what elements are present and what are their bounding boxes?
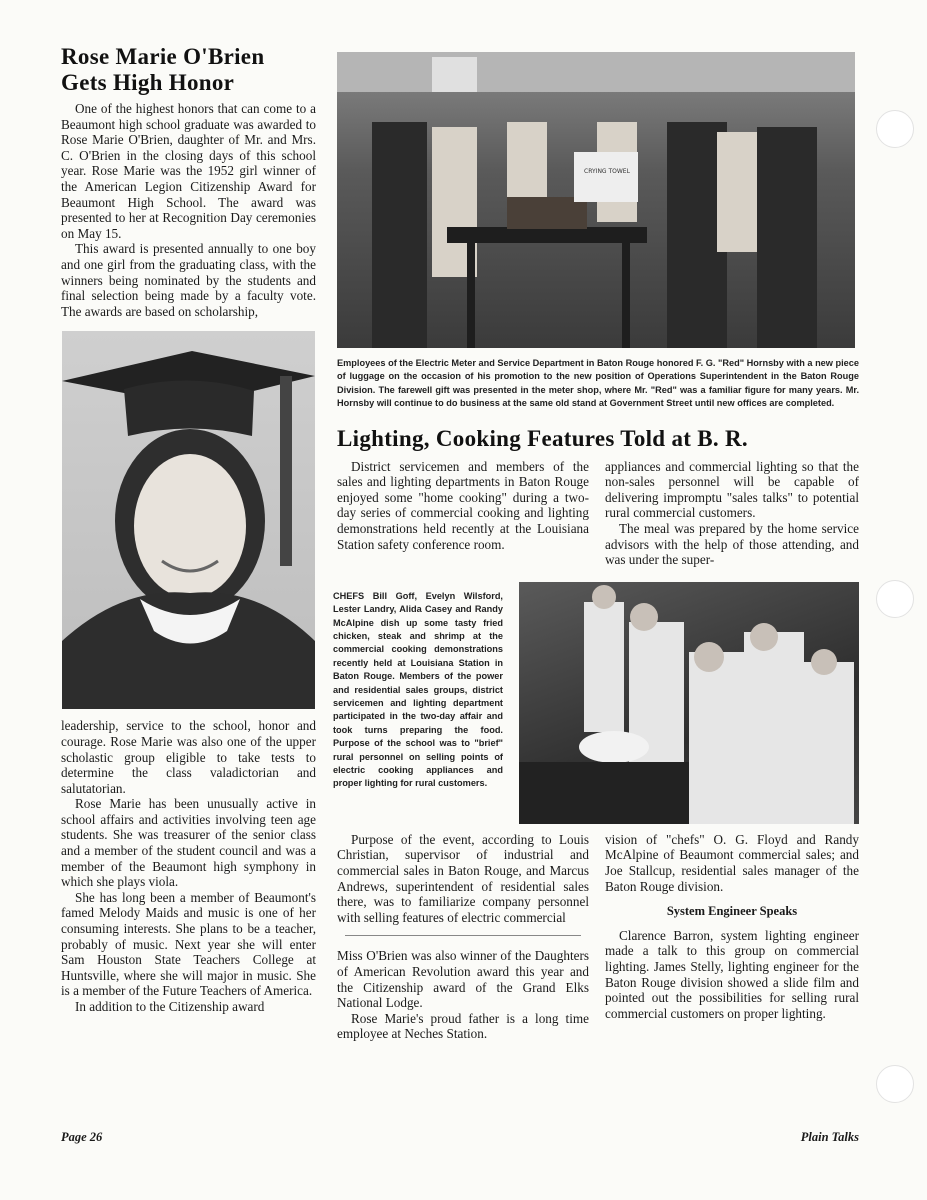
paragraph: Clarence Barron, system lighting engineer made a talk to this group on commercial lighting. James Stelly, lighting engineer for the Baton Rouge division showed a slide film and pointed out the possibilities for selling rural commercial customers on proper lighting. bbox=[605, 927, 859, 1021]
article2-columns bbox=[333, 458, 859, 1042]
group-photo-image bbox=[337, 52, 855, 348]
binder-hole bbox=[876, 110, 914, 148]
paragraph: appliances and commercial lighting so that the non-sales personnel will be capable of delivering impromptu "sales talks" to potential rural commercial customers. bbox=[605, 458, 859, 521]
right-column bbox=[333, 52, 859, 1042]
paragraph: Purpose of the event, according to Louis Christian, supervisor of industrial and commercial sales in Baton Rouge, and Marcus Andrews, superintendent of residential sales there, was to familiarize company personnel with selling features of electric commercial bbox=[337, 831, 589, 925]
publication-name: Plain Talks bbox=[800, 1130, 859, 1144]
page-number: Page 26 bbox=[61, 1130, 103, 1144]
chefs-caption: CHEFS Bill Goff, Evelyn Wilsford, Lester Landry, Alida Casey and Randy McAlpine dish up some tasty fried chicken, steak and shrimp at the commercial cooking demonstrations recently held at Louisiana Station in Baton Rouge. Members of the power and residential sales groups, district servicemen and lighting department participated in the two-day affair and took turns preparing the food. Purpose of the school was to "brief" rural personnel on selling points of electric cooking appliances and proper lighting for rural customers. bbox=[333, 590, 503, 789]
crying-towel-sign: CRYING TOWEL bbox=[584, 168, 630, 175]
headline-line: Gets High Honor bbox=[61, 70, 235, 95]
paragraph: Rose Marie's proud father is a long time employee at Neches Station. bbox=[337, 1010, 589, 1042]
paragraph: District servicemen and members of the sales and lighting departments in Baton Rouge enjoyed some "home cooking" during a two-day series of commercial cooking and lighting demonstrations held recently at the Louisiana Station safety conference room. bbox=[337, 458, 589, 552]
top-photo-caption: Employees of the Electric Meter and Service Department in Baton Rouge honored F. G. "Red" Hornsby with a new piece of luggage on the occasion of his promotion to the new position of Operations Superintendent in the Baton Rouge Division. The farewell gift was presented in the meter shop, where Mr. "Red" was a familiar figure for many years. Mr. Hornsby will continue to do business at the same old stand at Government Street until new offices are completed. bbox=[337, 358, 859, 409]
paragraph: She has long been a member of Beaumont's famed Melody Maids and music is one of her consuming interests. She plans to be a teacher, probably of music. Next year she will enter Sam Houston State Teachers College at Huntsville, where she will major in music. She is a member of the Future Teachers of America. bbox=[61, 889, 316, 999]
paragraph: The meal was prepared by the home service advisors with the help of those attending, and was under the super- bbox=[605, 521, 859, 568]
headline-line: Rose Marie O'Brien bbox=[61, 44, 265, 69]
article1-body-top bbox=[61, 101, 316, 319]
left-column bbox=[61, 44, 316, 1015]
article1-continued bbox=[337, 948, 589, 1042]
binder-hole bbox=[876, 580, 914, 618]
paragraph: leadership, service to the school, honor and courage. Rose Marie was also one of the upper scholastic group eligible to take tests to determine the class valadictorian and salutatorian. bbox=[61, 718, 316, 796]
paragraph: One of the highest honors that can come to a Beaumont high school graduate was awarded to Rose Marie O'Brien, daughter of Mr. and Mrs. C. O'Brien in the closing days of this school year. Rose Marie was the 1952 girl winner of the American Legion Citizenship Award for Beaumont High School. The award was presented to her at Recognition Day ceremonies on May 15. bbox=[61, 101, 316, 241]
paragraph: Miss O'Brien was also winner of the Daughters of American Revolution award this year and the Citizenship award of the Grand Elks National Lodge. bbox=[337, 948, 589, 1011]
article1-body-bottom bbox=[61, 718, 316, 1014]
portrait-photo bbox=[62, 331, 315, 709]
paragraph: In addition to the Citizenship award bbox=[75, 999, 265, 1014]
article2-col2-bottom bbox=[605, 832, 859, 1042]
binder-hole bbox=[876, 1065, 914, 1103]
article2-col2-top bbox=[605, 459, 859, 568]
cooking-demo-image bbox=[519, 582, 859, 824]
meter-shop-photo bbox=[337, 52, 855, 348]
article2-col1-bottom bbox=[337, 832, 589, 926]
paragraph: Rose Marie has been unusually active in school affairs and activities involving teen age students. She was treasurer of the senior class and a member of the student council and was a member of the Beaumont high symphony in which she plays viola. bbox=[61, 796, 316, 890]
article2-col1-top bbox=[337, 459, 589, 568]
article2-col1-bottom-group bbox=[337, 832, 589, 1042]
article2-headline: Lighting, Cooking Features Told at B. R. bbox=[337, 425, 748, 451]
column-divider bbox=[345, 935, 581, 936]
article1-headline bbox=[61, 44, 316, 96]
subhead: System Engineer Speaks bbox=[666, 904, 798, 919]
graduate-portrait-image bbox=[62, 331, 315, 709]
paragraph: This award is presented annually to one boy and one girl from the graduating class, with the winners being nominated by the students and final selection being made by a faculty vote. The awards are based on scholarship, bbox=[61, 241, 316, 319]
chefs-photo bbox=[519, 582, 859, 824]
paragraph: vision of "chefs" O. G. Floyd and Randy McAlpine of Beaumont commercial sales; and Joe Stallcup, residential sales manager of the Baton Rouge division. bbox=[605, 831, 859, 894]
